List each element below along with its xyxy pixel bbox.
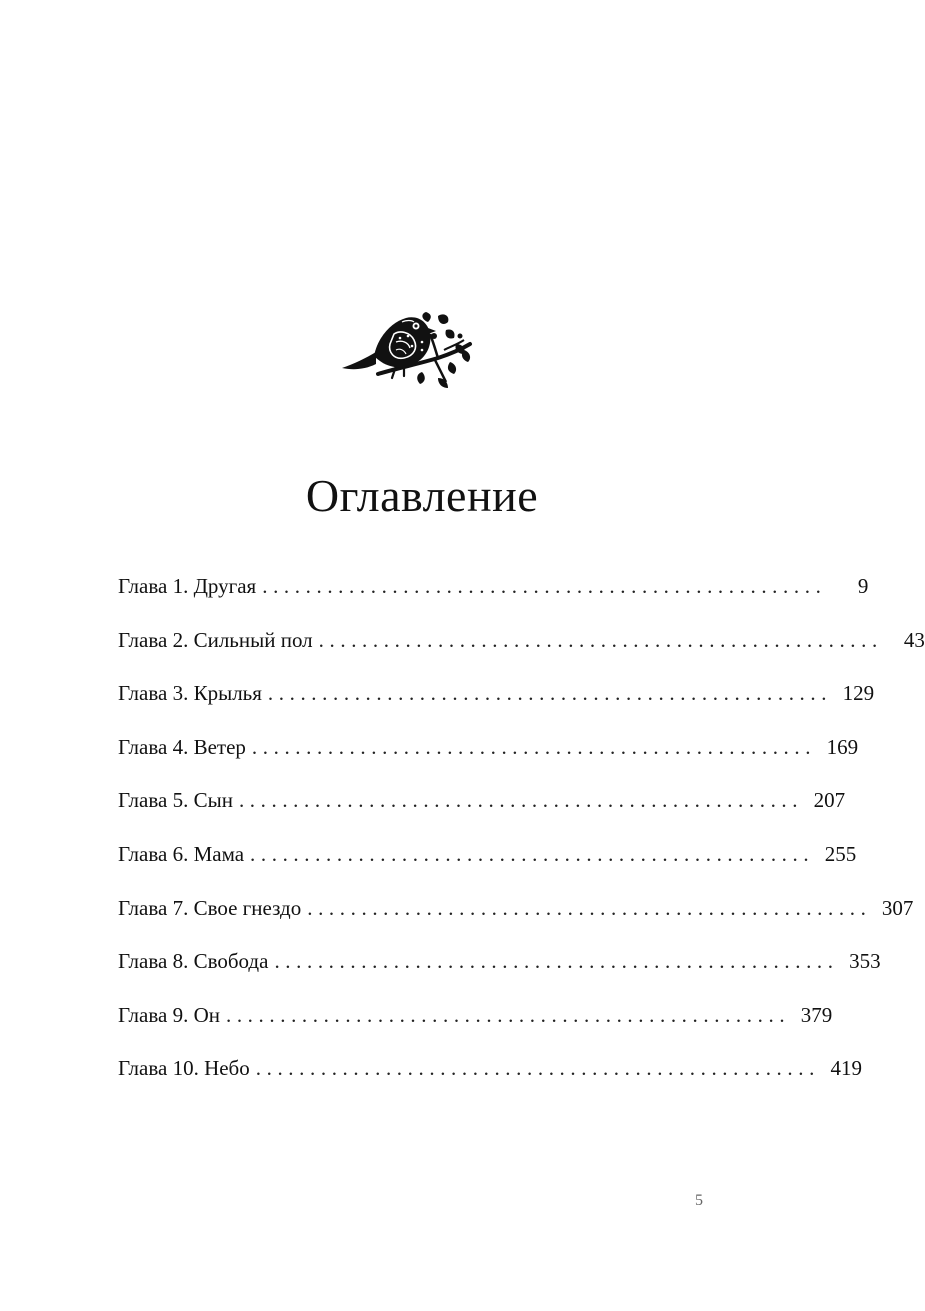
toc-entry-label: Глава 4. Ветер: [118, 734, 246, 759]
toc-entry-page: 307: [881, 895, 914, 920]
toc-entry: [118, 892, 914, 946]
page-number: 5: [695, 1192, 703, 1209]
toc-leader-dots: ....................................................: [225, 1002, 791, 1027]
toc-leader-dots: ....................................................: [262, 574, 827, 598]
toc-entry-page: 43: [903, 627, 925, 652]
toc-entry: [118, 624, 925, 678]
toc-leader-dots: ....................................................: [318, 627, 883, 652]
toc-entry-label: Глава 3. Крылья: [118, 681, 262, 706]
page-title: Оглавление: [305, 470, 539, 521]
bird-on-branch-icon: [338, 300, 478, 396]
toc-entry-label: Глава 8. Свобода: [118, 949, 269, 974]
toc-entry-page: 255: [824, 841, 857, 866]
toc-entry: [118, 838, 857, 892]
toc-leader-dots: ....................................................: [274, 949, 839, 974]
toc-entry: [118, 1052, 862, 1106]
toc-entry: [118, 945, 881, 999]
toc-leader-dots: ....................................................: [238, 788, 804, 813]
toc-entry: [118, 784, 846, 838]
toc-entry-label: Глава 7. Свое гнездо: [118, 895, 302, 920]
toc-leader-dots: ....................................................: [250, 841, 815, 866]
toc-entry-page: 207: [813, 788, 846, 813]
toc-entry: [118, 570, 869, 624]
toc-entry-label: Глава 5. Сын: [118, 788, 233, 813]
table-of-contents: [118, 570, 925, 1106]
toc-entry-label: Глава 1. Другая: [118, 574, 257, 598]
toc-entry-page: 353: [849, 949, 881, 974]
toc-leader-dots: ....................................................: [255, 1056, 820, 1081]
toc-entry: [118, 677, 875, 731]
toc-entry-page: 169: [826, 734, 859, 759]
toc-entry-label: Глава 2. Сильный пол: [118, 627, 313, 652]
toc-entry-page: 379: [800, 1002, 833, 1027]
toc-entry-page: 419: [830, 1056, 862, 1081]
toc-leader-dots: ....................................................: [307, 895, 872, 920]
toc-entry: [118, 999, 833, 1053]
toc-leader-dots: ....................................................: [267, 681, 833, 706]
toc-entry-page: 129: [842, 681, 875, 706]
toc-leader-dots: ....................................................: [251, 734, 817, 759]
toc-entry-label: Глава 10. Небо: [118, 1056, 250, 1081]
toc-entry-label: Глава 9. Он: [118, 1002, 220, 1027]
toc-entry: [118, 731, 859, 785]
toc-entry-page: 9: [857, 574, 869, 598]
toc-entry-label: Глава 6. Мама: [118, 841, 245, 866]
